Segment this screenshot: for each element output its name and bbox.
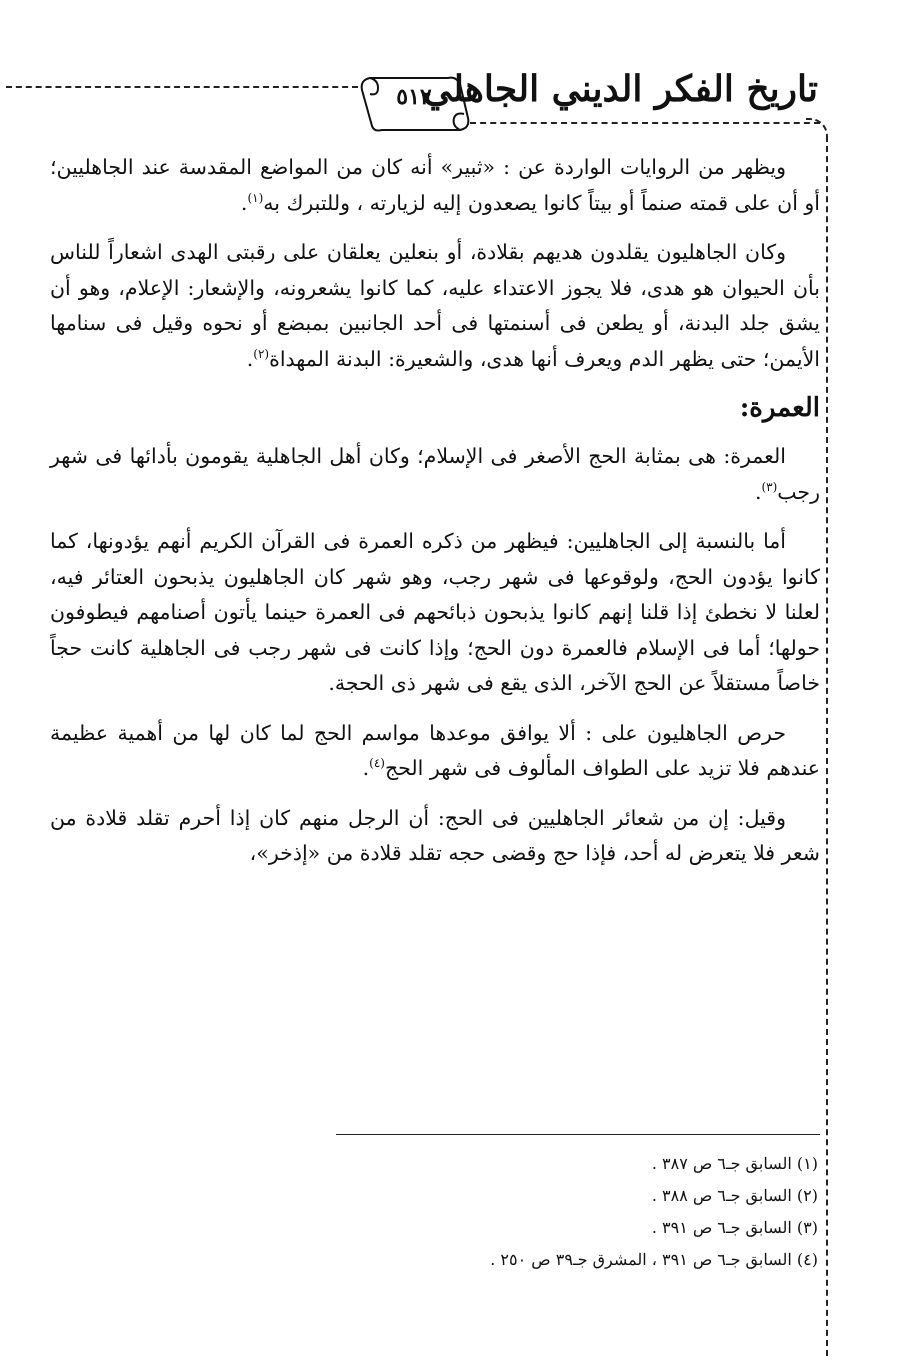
footnote-ref: (٤) bbox=[369, 756, 385, 771]
footnote: (٣) السابق جـ٦ ص ٣٩١ . bbox=[651, 1218, 818, 1237]
paragraph bbox=[50, 524, 820, 702]
paragraph-text: ويظهر من الروايات الواردة عن : «ثبير» أنه كان من المواضع المقدسة عند الجاهليين؛ أو أن على قمته صنماً أو بيتاً كانوا يصعدون إليه لزيارته ، وللتبرك به bbox=[50, 155, 820, 215]
frame-corner bbox=[806, 118, 828, 140]
paragraph-text: أما بالنسبة إلى الجاهليين: فيظهر من ذكره العمرة فى القرآن الكريم أنهم يؤدونها، كما كانوا يؤدون الحج، ولوقوعها فى شهر رجب، وهو شهر كان الجاهليون يذبحون العتائر فيه، لعلنا لا نخطئ إذا قلنا إنهم كانوا يذبحون ذبائحهم فى العمرة حينما يأتون أصنامهم فيطوفون حولها؛ أما فى الإسلام فالعمرة دون الحج؛ وإذا كانت فى شهر رجب فى الجاهلية كانت حجاً خاصاً مستقلاً عن الحج الآخر، الذى يقع فى شهر ذى الحجة. bbox=[50, 529, 820, 695]
page-number: ٥١٢ bbox=[396, 84, 432, 110]
main-text bbox=[50, 150, 820, 886]
paragraph: وكان الجاهليون يقلدون هديهم بقلادة، أو بنعلين يعلقان على رقبتى الهدى اشعاراً للناس بأن الحيوان هو هدى، فلا يجوز الاعتداء عليه، كما كانوا يشعرونه، والإشعار: الإعلام، وهو أن يشق جلد البدنة، أو يطعن فى أسنمتها فى أحد الجانبين بمبضع أو نحوه وقيل فى سنامها الأيمن؛ حتى يظهر الدم ويعرف أنها هدى، والشعيرة: البدنة المهداة$^{(٢)}$. bbox=[50, 240, 820, 371]
footnote-ref: (٣) bbox=[761, 479, 778, 494]
paragraph: العمرة: هى بمثابة الحج الأصغر فى الإسلام؛ وكان أهل الجاهلية يقومون بأدائها فى شهر رجب$^{(٣)}$. bbox=[50, 444, 820, 504]
footnote: (١) السابق جـ٦ ص ٣٨٧ . bbox=[651, 1154, 818, 1173]
section-heading: العمرة: bbox=[739, 393, 820, 423]
header-dashed-rule-right bbox=[470, 122, 820, 124]
paragraph-text: حرص الجاهليون على : ألا يوافق موعدها مواسم الحج لما كان لها من أهمية عظيمة عندهم فلا تزيد على الطواف المألوف فى شهر الحج bbox=[50, 720, 820, 780]
footnotes bbox=[200, 1148, 818, 1276]
paragraph-text: وكان الجاهليون يقلدون هديهم بقلادة، أو بنعلين يعلقان على رقبتى الهدى اشعاراً للناس بأن الحيوان هو هدى، فلا يجوز الاعتداء عليه، كما كانوا يشعرونه، والإشعار: الإعلام، وهو أن يشق جلد البدنة، أو يطعن فى أسنمتها فى أحد الجانبين بمبضع أو نحوه وقيل فى سنامها الأيمن؛ حتى يظهر الدم ويعرف أنها هدى، والشعيرة: البدنة المهداة bbox=[50, 240, 820, 371]
footnote: (٢) السابق جـ٦ ص ٣٨٨ . bbox=[651, 1186, 818, 1205]
footnote-ref: (١) bbox=[247, 190, 264, 205]
footnote-separator bbox=[336, 1134, 820, 1135]
paragraph-text: العمرة: هى بمثابة الحج الأصغر فى الإسلام؛ وكان أهل الجاهلية يقومون بأدائها فى شهر رجب bbox=[50, 444, 820, 504]
paragraph: حرص الجاهليون على : ألا يوافق موعدها مواسم الحج لما كان لها من أهمية عظيمة عندهم فلا تزيد على الطواف المألوف فى شهر الحج$^{(٤)}$. bbox=[50, 720, 820, 780]
running-header-title: تاريخ الفكر الديني الجاهلي bbox=[423, 68, 818, 110]
paragraph: ويظهر من الروايات الواردة عن : «ثبير» أنه كان من المواضع المقدسة عند الجاهليين؛ أو أن على قمته صنماً أو بيتاً كانوا يصعدون إليه لزيارته ، وللتبرك به$^{(١)}$. bbox=[50, 155, 820, 215]
footnote-ref: (٢) bbox=[253, 346, 270, 361]
frame-dashed-rule-side bbox=[826, 136, 828, 1356]
paragraph-text: وقيل: إن من شعائر الجاهليين فى الحج: أن الرجل منهم كان إذا أحرم تقلد قلادة من شعر فلا يتعرض له أحد، فإذا حج وقضى حجه تقلد قلادة من «إذخر»، bbox=[50, 805, 820, 865]
footnote: (٤) السابق جـ٦ ص ٣٩١ ، المشرق جـ٣٩ ص ٢٥٠ . bbox=[490, 1250, 818, 1269]
paragraph bbox=[50, 801, 820, 872]
header-dashed-rule-left bbox=[6, 86, 358, 88]
